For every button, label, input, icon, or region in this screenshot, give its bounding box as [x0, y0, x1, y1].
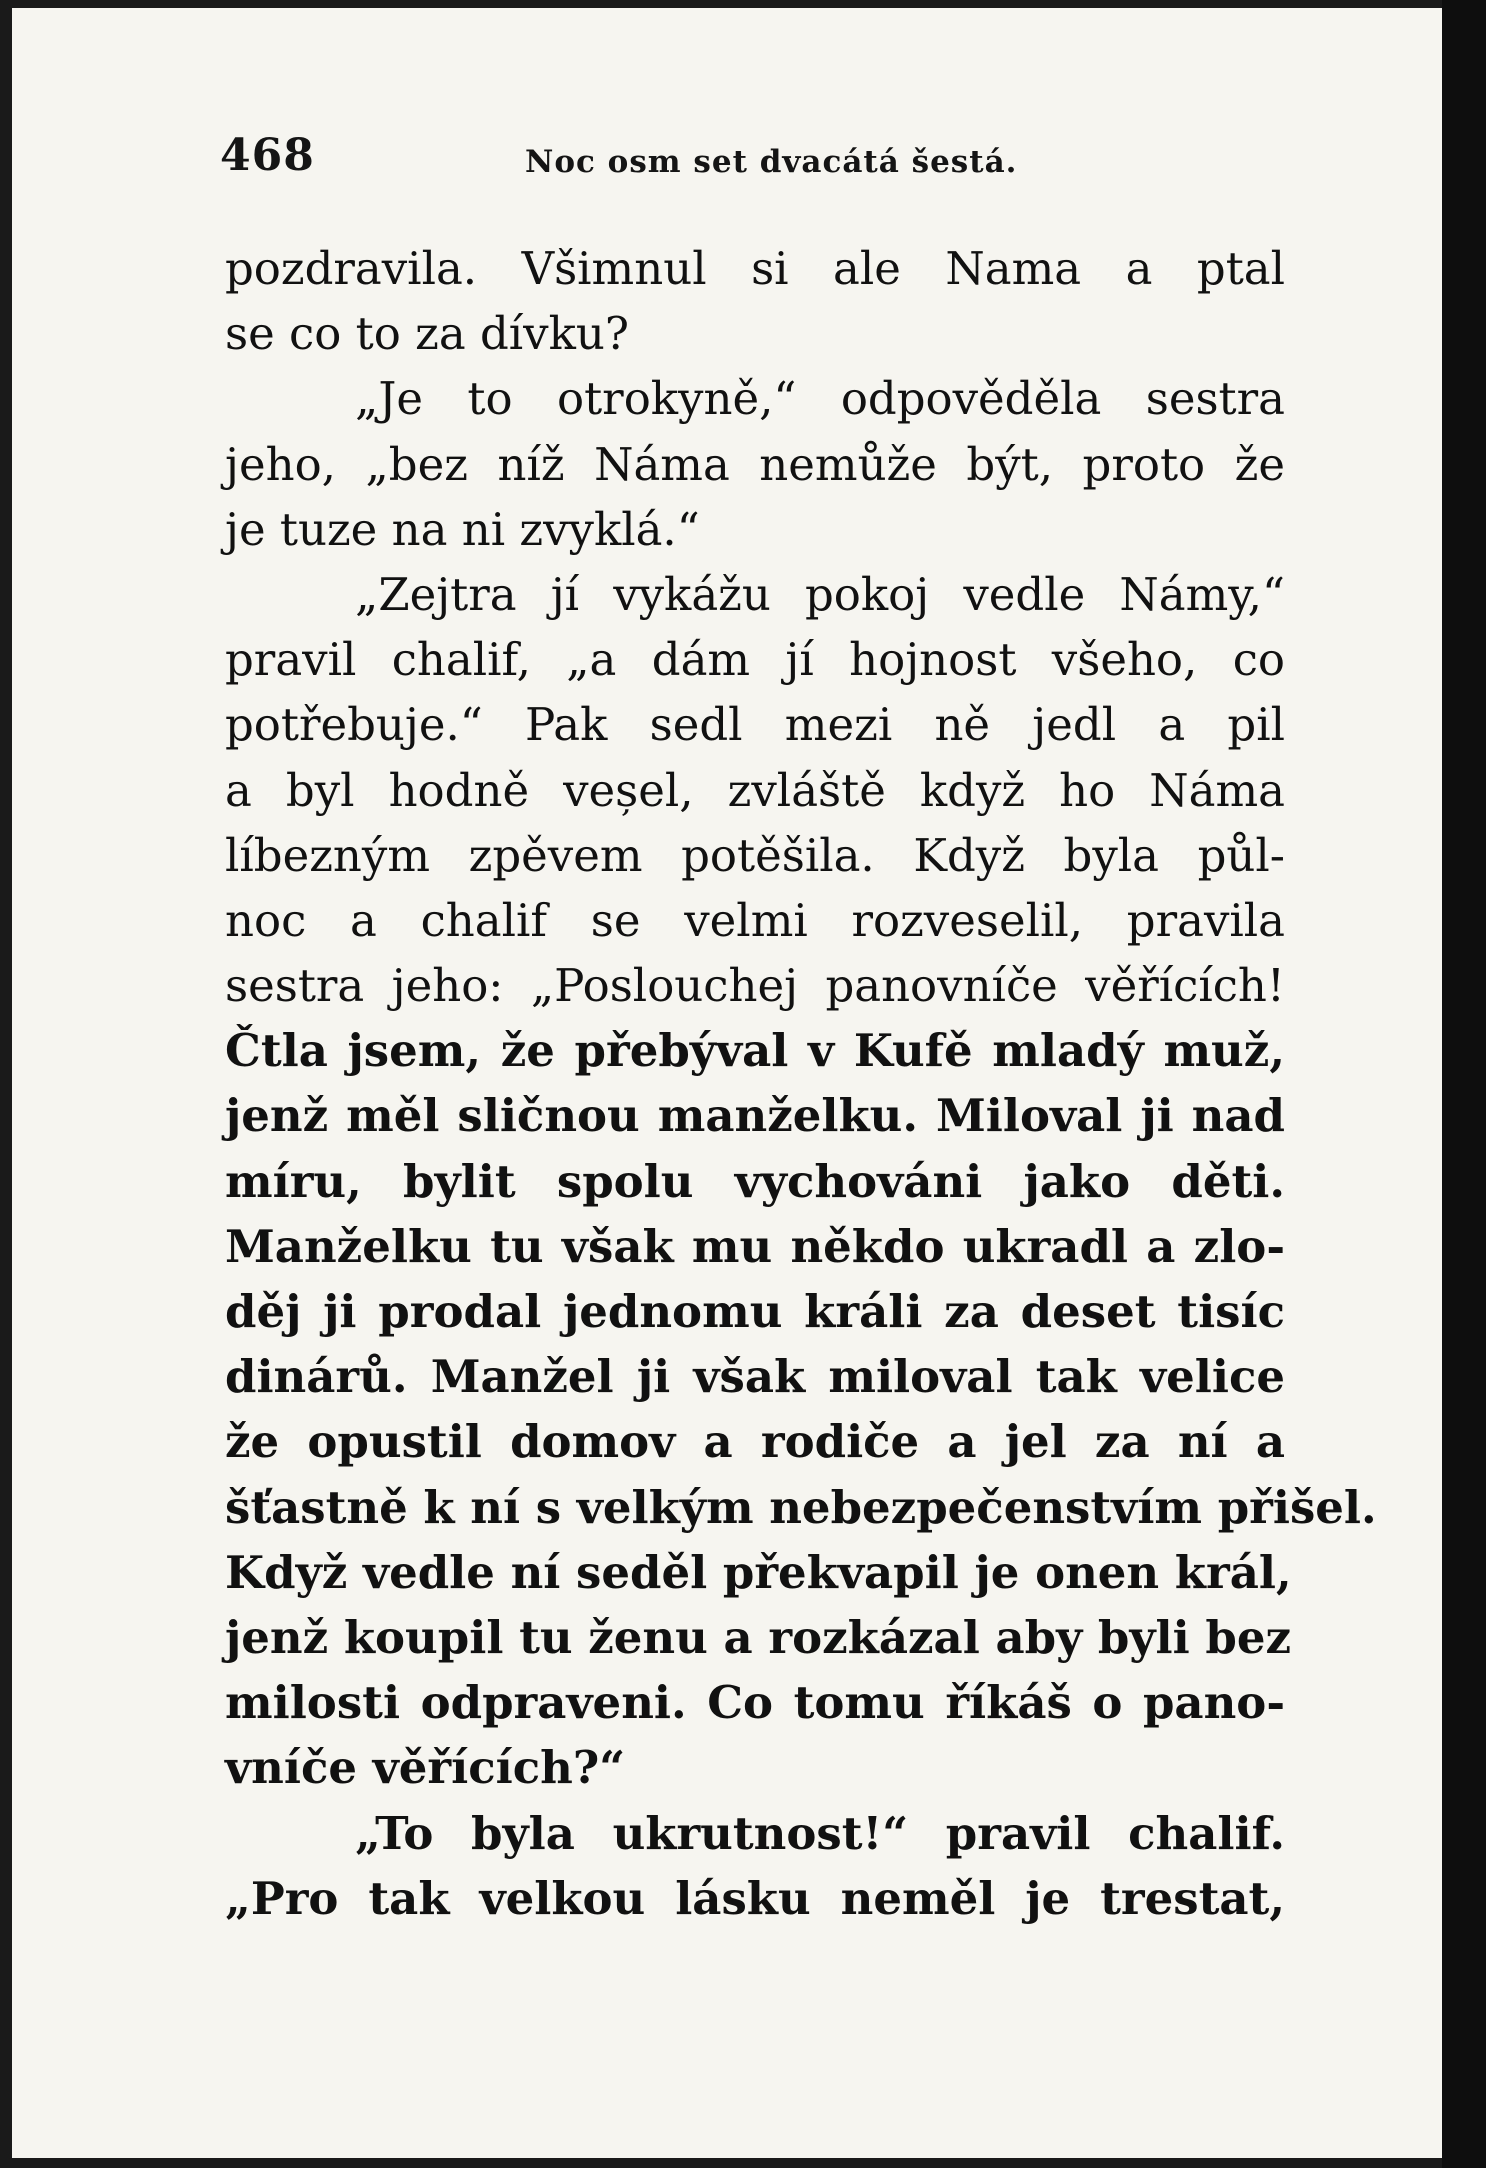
- text-line: Čtla jsem, že přebýval v Kufě mladý muž,: [225, 1024, 1285, 1078]
- text-line: jenž měl sličnou manželku. Miloval ji nad: [225, 1089, 1285, 1143]
- text-line: jeho, „bez níž Náma nemůže být, proto že: [225, 437, 1285, 491]
- text-line: sestra jeho: „Poslouchej panovníče věřících!: [225, 959, 1285, 1013]
- text-line: „To byla ukrutnost!“ pravil chalif.: [355, 1806, 1285, 1860]
- scan-edge: [1442, 0, 1486, 2168]
- text-line: potřebuje.“ Pak sedl mezi ně jedl a pil: [225, 698, 1285, 752]
- text-line: děj ji prodal jednomu králi za deset tisíc: [225, 1285, 1285, 1338]
- text-line: pravil chalif, „a dám jí hojnost všeho, co: [225, 633, 1285, 687]
- text-line: a byl hodně veșel, zvláště když ho Náma: [225, 763, 1285, 817]
- text-line: milosti odpraveni. Co tomu říkáš o pano-: [225, 1676, 1285, 1730]
- text-line: je tuze na ni zvyklá.“: [225, 502, 700, 556]
- text-line: líbezným zpěvem potěšila. Když byla půl-: [225, 828, 1285, 882]
- text-line: že opustil domov a rodiče a jel za ní a: [225, 1415, 1285, 1469]
- text-line: noc a chalif se velmi rozveselil, pravila: [225, 893, 1285, 947]
- text-line: vníče věřících?“: [225, 1741, 626, 1795]
- page-number: 468: [220, 130, 315, 181]
- text-line: dinárů. Manžel ji však miloval tak velice: [225, 1350, 1285, 1404]
- text-line: Manželku tu však mu někdo ukradl a zlo-: [225, 1219, 1285, 1273]
- running-title: Noc osm set dvacátá šestá.: [525, 144, 1018, 180]
- text-line: se co to za dívku?: [225, 307, 629, 361]
- body-text: [225, 236, 1377, 1931]
- text-line: jenž koupil tu ženu a rozkázal aby byli bez: [225, 1610, 1292, 1664]
- text-line: „Zejtra jí vykážu pokoj vedle Námy,“: [355, 567, 1285, 621]
- text-line: „Je to otrokyně,“ odpověděla sestra: [355, 372, 1285, 426]
- text-line: Když vedle ní seděl překvapil je onen král,: [225, 1545, 1292, 1599]
- page-header: [220, 130, 1320, 190]
- text-line: šťastně k ní s velkým nebezpečenstvím přišel.: [225, 1480, 1377, 1534]
- text-line: pozdravila. Všimnul si ale Nama a ptal: [225, 242, 1285, 295]
- text-line: míru, bylit spolu vychováni jako děti.: [225, 1154, 1285, 1208]
- text-line: „Pro tak velkou lásku neměl je trestat,: [225, 1871, 1285, 1925]
